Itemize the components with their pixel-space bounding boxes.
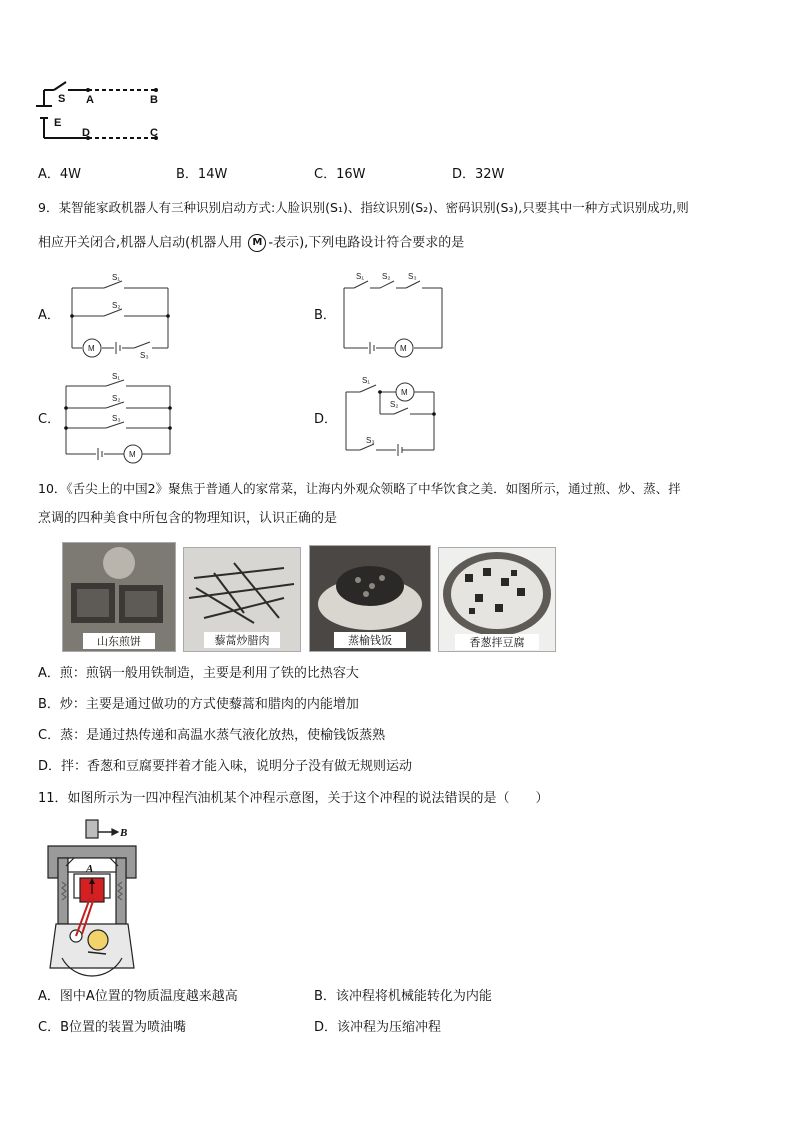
q10-stem-line2: 烹调的四种美食中所包含的物理知识，认识正确的是 [38, 511, 338, 526]
q10-option-b: B．炒：主要是通过做功的方式使藜蒿和腊肉的内能增加 [38, 697, 359, 712]
q11-option-c: C．B位置的装置为喷油嘴 [38, 1020, 186, 1035]
label-b: B [150, 94, 158, 106]
q9-stem-line1: 9．某智能家政机器人有三种识别启动方式:人脸识别(S₁)、指纹识别(S₂)、密码识别(S₃),只要其中一种方式识别成功,则 [38, 200, 689, 215]
q9-circuit-c [62, 372, 174, 466]
svg-text:S₁: S₁ [112, 372, 121, 381]
label-b: B [120, 827, 128, 839]
label-a: A [86, 94, 94, 106]
q11-option-b: B．该冲程将机械能转化为内能 [314, 989, 492, 1004]
motor-symbol-icon: M [248, 234, 266, 252]
q8-option-c: C．16W [314, 167, 366, 182]
svg-text:S₂: S₂ [112, 394, 121, 403]
svg-text:S₁: S₁ [362, 376, 371, 385]
label-a: A [86, 863, 94, 875]
q9-circuit-d [342, 372, 438, 458]
q9-option-a-label: A． [38, 308, 60, 323]
svg-text:M: M [401, 388, 408, 397]
svg-text:S₃: S₃ [112, 414, 121, 423]
label-d: D [82, 127, 90, 139]
q9-circuit-a [68, 270, 172, 360]
label-e: E [54, 117, 62, 129]
q9-stem-line2: 相应开关闭合,机器人启动(机器人用 M -表示),下列电路设计符合要求的是 [38, 235, 465, 251]
switch-label-s3: S₃ [140, 351, 149, 360]
photo-yuqian-fan: 蒸榆钱饭 [309, 545, 431, 652]
q10-stem-line1: 10．《舌尖上的中国2》聚焦于普通人的家常菜，让海内外观众领略了中华饮食之美．如图所示，通过煎、炒、蒸、拌 [38, 481, 681, 496]
switch-label-s1: S₁ [112, 273, 121, 282]
q10-option-d: D．拌：香葱和豆腐要拌着才能入味，说明分子没有做无规则运动 [38, 759, 413, 774]
q11-option-a: A．图中A位置的物质温度越来越高 [38, 989, 238, 1004]
q8-circuit-diagram [30, 82, 170, 152]
svg-text:S₁: S₁ [356, 272, 365, 281]
q8-option-b: B．14W [176, 167, 228, 182]
svg-text:S₂: S₂ [382, 272, 391, 281]
q8-option-d: D．32W [452, 167, 505, 182]
q11-stem: 11．如图所示为一四冲程汽油机某个冲程示意图，关于这个冲程的说法错误的是（ ） [38, 791, 549, 806]
q10-option-a: A．煎：煎锅一般用铁制造，主要是利用了铁的比热容大 [38, 666, 359, 681]
svg-text:M: M [129, 450, 136, 459]
photo-xiangcong-doufu: 香葱拌豆腐 [438, 547, 556, 652]
q10-option-c: C．蒸：是通过热传递和高温水蒸气液化放热，使榆钱饭蒸熟 [38, 728, 386, 743]
photo-shandong-jianbing [62, 542, 176, 652]
label-c: C [150, 127, 158, 139]
svg-text:S₃: S₃ [366, 436, 375, 445]
q9-circuit-b [340, 270, 446, 356]
svg-text:M: M [88, 344, 95, 353]
engine-diagram [42, 818, 152, 976]
q8-option-a: A．4W [38, 167, 82, 182]
switch-label-s2: S₂ [112, 301, 121, 310]
svg-text:S₂: S₂ [390, 400, 399, 409]
svg-text:S₃: S₃ [408, 272, 417, 281]
svg-text:M: M [400, 344, 407, 353]
label-s: S [58, 93, 66, 105]
q9-option-b-label: B． [314, 308, 336, 323]
caption-1: 山东煎饼 [83, 633, 155, 649]
q11-option-d: D．该冲程为压缩冲程 [314, 1020, 442, 1035]
photo-louhao-larou: 藜蒿炒腊肉 [183, 547, 301, 652]
q9-option-d-label: D． [314, 412, 338, 427]
q9-option-c-label: C． [38, 412, 61, 427]
